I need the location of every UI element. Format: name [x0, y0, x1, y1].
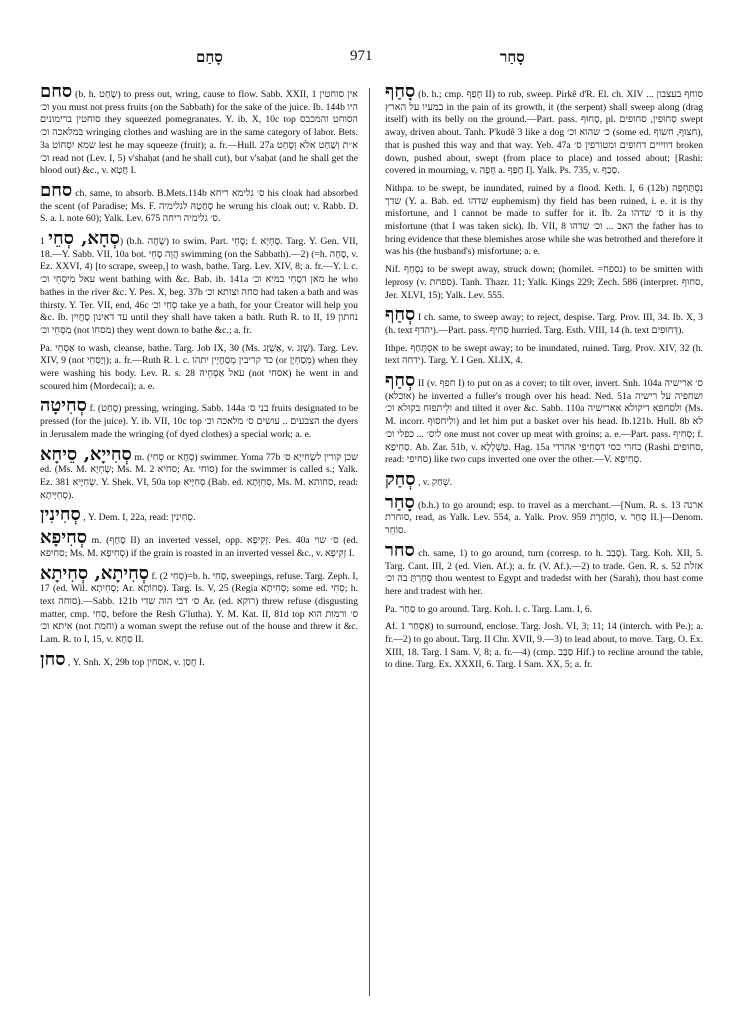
entry-text: II (v. חפף I) to put on as a cover; to tilt over, invert. Snh. 104a ס׳ ארישיה (אוכלא) he inverted a fuller's trough over his head. Ned. 51a ושחפיה על רישיה ולֵיתפוּח בקוּלא וכ׳ and tilted it over &c. Sabb. 110a ולסחפא דיקולא אארישיה (Ms. M. incorr. ולִיחסוּף) and let him put a basket over his head. Ib.121b. Hull. 8b לא ליס׳ ... כפלי וכ׳ one must not cover up meat with groins; a. e.—Part. pass. סְחִיף; f. סְחִיפָא. Ab. Zar. 51b, v. טַשְׁלֻלָא. Hag. 15a כחרי כסי דסְחִיפִי אהדדי (Rashi סחופים, read: סחיפי) like two cups inverted one over the other.—V. סְחִיפָא. [385, 378, 703, 466]
entry-text: 1) (b.h. שָׂחָה) to swim. Part. סָחֵי; f. סָחְיָא. Targ. Y. Gen. VII, 18.—Y. Sabb. VII, 10a bot. הֲוֵה סָחֵי swimming (on the Sabbath).—2) (=h. סָחָה, v. Ez. XXVI, 4) [to scrape, sweep,] to wash, bathe. Targ. Lev. XIV, 8; a. fr.—Y. l. c. עאל מִיסְחֵי וכ׳ went bathing with &c. Bab. ib. 141a מאן דסָחֵי במיא וכ׳ he who bathes in the river &c. Y. Pes. X, beg. 37b סחה וצותא וכ׳ had taken a bath and was thirsty. Y. Ter. VII, end, 46c סְחִי וכ׳ take ye a bath, for your Creator will help you &c. Ib. עד דאינון סָחֲיִין until they shall have taken a bath. Ruth R. to II, 19 נחתון מִסְחֵי וכ׳ (not מסחו) they went down to bathe &c.; a. fr. [40, 236, 358, 336]
dictionary-entry [40, 343, 358, 394]
column-divider [369, 88, 370, 996]
entry-text: (b.h.) to go around; esp. to travel as a merchant.—[Num. R. s. 13 ארנה סוחרת, read, as Yalk. Lev. 554, a. Yalk. Prov. 959 סוֹחֶרֶת, v. סְחַר II.]—Denom. סוֹחֵר. [385, 499, 703, 537]
entry-headword: סְחִיטָה [40, 395, 87, 417]
entry-text: Nif. נִסְחַף to be swept away, struck down; (homilet. =נספח) to be smitten with leprosy (v. ספחת). Tanh. Thazr. 11; Yalk. Kings 229; Zech. 586 (interpret. סחוף, Jer. XLVI, 15); Yalk. Lev. 555. [385, 264, 703, 301]
dictionary-entry [40, 648, 358, 670]
left-column [40, 84, 358, 1004]
entry-text: Af. אַסְחַר 1) to surround, enclose. Targ. Josh. VI, 3; 11; 14 (interch. with Pe.); a. fr.—2) to go about. Targ. II Chr. XVII, 9.—3) to lead about, to move. Targ. O. Ex. XIII, 18. Targ. I Sam. V, 8; a. fr.—4) (cmp. סַבַּב Hif.) to recline around the table, to dine. Targ. Ex. XXXII, 6. Targ. I Sam. XX, 5; a. fr. [385, 621, 703, 671]
page-header [0, 0, 750, 80]
entry-text: ch. same, 1) to go around, turn (corresp. to h. סָבַב). Targ. Koh. XII, 5. Targ. Cant. III, 2 (ed. Vien. Af.); a. fr. (V. Af.).—2) to trade. Gen. R. s. 52 אזלת סְחַרְתָּ בה וכ׳ thou wentest to Egypt and tradedst with her (Sarah), thou hast come here and tradest with her. [385, 547, 703, 597]
entry-text: ch. same, to absorb. B.Mets.114b ס׳ גלימא ריחא his cloak had absorbed the scent (of Paradise; Ms. F. סְחַטָהּ לגלימיה he wrung his cloak out; v. Rabb. D. S. a. l. note 60); Yalk. Lev. 675 ס׳ גלימיה ריחה. [40, 187, 358, 225]
entry-text: , Y. Dem. I, 22a, read: סְחִינִין. [83, 512, 196, 524]
dictionary-entry [40, 179, 358, 226]
entry-text: (b. h.; cmp. חָפַף II) to rub, sweep. Pirkê d'R. El. ch. XIV סוחף בעצבון ... במעיו על הארץ in the pain of its growth, it (the serpent) shall sweep along (drag itself) with its belly on the ground.—Part. pass. סָחוּף, pl. סְחוּפִין, סחופים swept away, driven about. Tanh. P'kudê 3 like a dog כ׳ שהוא וכ׳ (some ed. חצוף, חשוף), that is pushed this way and that way. Yeb. 47a דווייים דחופים ומטורפין ס׳ broken down, pushed about, swept (from place to place) and tossed about; [Rashi: covered in mourning, v. חָפָה a. חָפַף I]. Yalk. Ps. 735, v. סָכַף. [385, 89, 703, 177]
dictionary-entry [40, 504, 358, 526]
dictionary-entry [385, 621, 703, 672]
entry-text: I ch. same, to sweep away; to reject, despise. Targ. Prov. III, 34. Ib. X, 3 (h. text יהדף).—Part. pass. סְחִיף hurried. Targ. Esth. VIII, 14 (h. text דְּחוּפִים). [385, 312, 703, 336]
page-number: 971 [350, 48, 373, 64]
dictionary-entry [385, 264, 703, 302]
entry-headword: סָחַר [385, 491, 415, 513]
entry-headword: סחן [40, 648, 66, 670]
entry-headword: סְחָא, סְחֵי [48, 228, 120, 250]
dictionary-entry [40, 527, 358, 560]
dictionary-entry [40, 443, 358, 503]
dictionary-entry [40, 395, 358, 441]
entry-text: f. (סְחִי 2)=b. h. סְחִי, sweepings, refuse. Targ. Zeph. I, 17 (ed. Wil. סְחִיתָא; Ar. סְחוֹתָא). Targ. Is. V, 25 (Regia סְחִיתָא; some ed. סְחִי; h. text סוחה).—Sabb. 121b ס׳ דבי הוה שדי Ar. (ed. רוקא) threw refuse (disgusting matter, cmp. סְחִי, before the Resh G'lutha). Y. M. Kat. II, 81d top ס׳ ורמות הוא איתא וכ׳ (not וחמת) a woman swept the refuse out of the house and threw it &c. Lam. R. to I, 15, v. סְחָא II. [40, 570, 358, 646]
entry-headword: סְחַף [385, 370, 416, 392]
entry-headword: סְחִייָא, סֵיחָא [40, 443, 132, 465]
entry-headword: סחם [40, 84, 73, 102]
entry-headword: סָחַף [385, 84, 416, 102]
entry-text: , v. שְׁחַק. [417, 476, 453, 488]
entry-text: (b. h. שָׂחַט) to press out, wring, cause to flow. Sabb. XXII, 1 אין סוחטין וכ׳ you must not press fruits (on the Sabbath) for the sake of the juice. Ib. 144b היו סוחטין ברימונים they squeezed pomegranates. Y. ib. X, 10c top הסוחט והמכבס במלאכה וכ׳ wringing clothes and washing are in the same category of labor. Bets. 3a שמא יִסְחוֹט lest he may squeeze (fruit); a. fr.—Hull. 27a א״ת וְשָׁחַט אלא וְסָחַט וכ׳ read not (Lev. I, 5) v'shaḥat (and he shall cut), but v'saḥat (and he shall get the blood out) &c., v. חֲטָא I. [40, 89, 358, 177]
dictionary-entry [40, 228, 358, 338]
entry-headword: סחם [40, 179, 73, 201]
dictionary-entry [385, 84, 703, 178]
dictionary-entry [40, 562, 358, 647]
right-column [385, 84, 703, 1004]
dictionary-entry [385, 491, 703, 538]
entry-text: Ithpe. אִסְתְּחַף to be swept away; to be inundated, ruined. Targ. Prov. XIV, 32 (h. text ידחה). Targ. Y. I Gen. XLIX, 4. [385, 342, 703, 367]
entry-text: Pa. סַחַר to go around. Targ. Koh. l. c. Targ. Lam. I, 6. [385, 603, 593, 615]
dictionary-entry [385, 468, 703, 490]
dictionary-entry [385, 304, 703, 337]
entry-text: m. (סָחַף II) an inverted vessel, opp. זְקִיפָא. Pes. 40a ס׳ שוי (ed. סחיפא; Ms. M. סְחִיפָא) if the grain is roasted in an inverted vessel &c., v. זְקִיפָא I. [40, 535, 358, 559]
entry-text: , Y. Snh. X, 29b top אסחין, v. חֲסַן I. [67, 656, 205, 668]
dictionary-entry [385, 183, 703, 259]
entry-text: Nithpa. to be swept, be inundated, ruined by a flood. Keth. I, 6 (12b) נִסְתַּחְפָה שדך (Y. a. Bab. ed. שדהו euphemism) thy field has been ruined, i. e. it is thy misfortune, and I cannot be made to suffer for it. Ib. 2a ס׳ שדהו it is thy misfortune (that I was taken sick). Ib. VII, 8 האב ... וכ׳ שדהו the father has to bring evidence that these blemishes arose while she was betrothed and therefore it was his (the husband's) misfortune; a. e. [385, 182, 703, 258]
entry-text: f. (סָחַט) pressing, wringing. Sabb. 144a בני ס׳ fruits designated to be pressed (for the juice). Y. ib. VII, 10c top הצבעים .. עושים ס׳ מלאכה וכ׳ the dyers in Jerusalem made the wringing (of dyed clothes) a special work; a. e. [40, 403, 358, 440]
header-right-word: סָחַר [500, 50, 525, 66]
header-left-word: סָחַם [196, 50, 223, 66]
entry-headword: סְחַף [385, 304, 416, 326]
entry-headword: סְחִיפָא [40, 527, 87, 549]
entry-headword: סחר [385, 539, 415, 561]
dictionary-entry [385, 343, 703, 368]
entry-text: m. (סְחִי or סְחָא) swimmer. Yoma 77b שכן קורין לשְׂחִייָא ס׳ ed. (Ms. M. שָׂחְיָא; Ms. M. 2 סחיא; Ar. סוחי) for the swimmer is called s.; Yalk. Ez. 381 שְׂחִיָּיא. Y. Shek. VI, 50a top סְחִיָּיא (Bab. ed. סְחִוָּתָא, Ms. M. סחותא, read: סְחִיָּיתָא). [40, 451, 358, 501]
dictionary-entry [40, 84, 358, 178]
entry-headword: סְחִינִין [40, 504, 81, 526]
entry-headword: סְחַק [385, 468, 416, 490]
entry-text: Pa. אַסְחֵי to wash, cleanse, bathe. Targ. Job IX, 30 (Ms. אַשְׁזַג, v. שְׁזַג). Targ. Lev. XIV, 9 (not וְיַסְחֵי); a. fr.—Ruth R. l. c. כד קריבין מְסַחֲיָין יתהו (or מְסַחְיָן) when they were washing his body. Lev. R. s. 28 עאל אַסְחֵיהּ (not אסחי) he went in and scoured him (Mordecai); a. e. [40, 342, 358, 392]
dictionary-entry [385, 539, 703, 599]
dictionary-entry [385, 604, 703, 617]
dictionary-entry [385, 370, 703, 467]
entry-headword: סְחִיתָא, סְחִיתָא [40, 562, 149, 584]
